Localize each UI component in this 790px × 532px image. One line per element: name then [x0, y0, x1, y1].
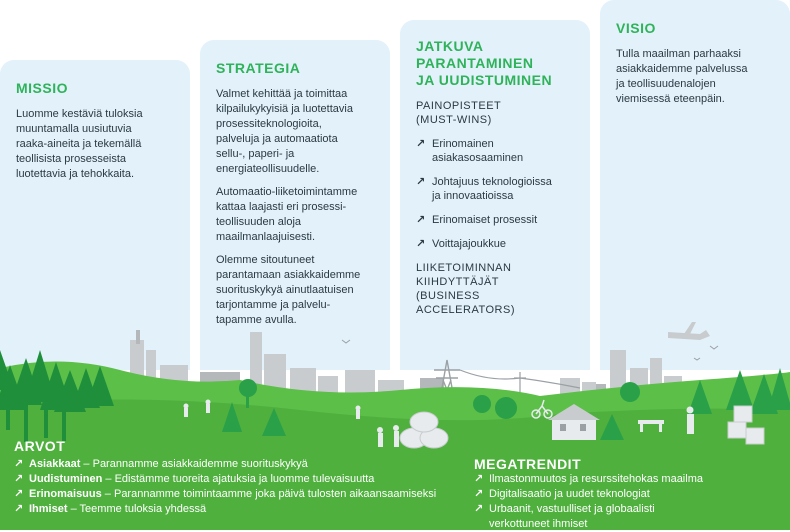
must-win-label: Erinomaiset prosessit	[432, 214, 538, 226]
arvot-item-name: Erinomaisuus	[29, 488, 102, 500]
jatkuva-title: JATKUVA PARANTAMINEN JA UUDISTUMINEN	[416, 38, 553, 88]
must-win-item	[416, 175, 574, 203]
visio-text: Tulla maailman parhaaksi asiakkaidemme palvelussa ja teollisuudenalojen viemisessä eteenpäin.	[616, 48, 748, 105]
arvot-item	[14, 457, 436, 472]
arrow-up-right-icon: ↗	[14, 473, 24, 485]
megatrend-item	[474, 487, 703, 502]
strategia-paragraph: Olemme sitoutuneet parantamaan asiakkaidemme suorituskykyä ainutlaatuisen tarjontamme ja palvelu- tapamme avulla.	[216, 254, 361, 326]
strategia-title: STRATEGIA	[216, 60, 301, 76]
arvot-item-desc: – Parannamme toimintaamme joka päivä tulosten aikaansaamiseksi	[101, 488, 437, 500]
arrow-up-right-icon: ↗	[474, 473, 484, 485]
arrow-up-right-icon: ↗	[14, 458, 24, 470]
arrow-up-right-icon: ↗	[14, 503, 24, 515]
arvot-item-desc: – Parannamme asiakkaidemme suorituskykyä	[80, 458, 308, 470]
megatrend-item	[474, 502, 703, 517]
arvot-list	[14, 457, 436, 517]
megatrend-label: verkottuneet ihmiset	[489, 518, 588, 530]
must-win-item	[416, 237, 574, 251]
arrow-up-right-icon: ↗	[474, 488, 484, 500]
strategia-paragraph: Valmet kehittää ja toimittaa kilpailukykyisiä ja luotettavia prosessiteknologioita, palveluja ja automaatiota sellu-, paperi- ja energiateollisuudelle.	[216, 88, 353, 175]
megatrend-label: Digitalisaatio ja uudet teknologiat	[489, 488, 650, 500]
arrow-up-right-icon: ↗	[416, 214, 426, 226]
arvot-item	[14, 487, 436, 502]
must-win-label: Voittajajoukkue	[432, 238, 506, 250]
airplane-icon	[668, 322, 710, 340]
arvot-item-name: Ihmiset	[29, 503, 68, 515]
must-win-label: Erinomainen asiakasosaaminen	[432, 138, 524, 164]
arvot-title: ARVOT	[14, 438, 66, 454]
megatrendit-list	[474, 472, 703, 532]
strategia-paragraph: Automaatio-liiketoimintamme kattaa laajasti eri prosessi- teollisuuden aloja maailmanlaajuisesti.	[216, 186, 358, 243]
visio-title: VISIO	[616, 20, 656, 36]
arvot-item	[14, 502, 436, 517]
missio-text: Luomme kestäviä tuloksia muuntamalla uusiutuvia raaka-aineita ja tekemällä teollisista prosesseista luotettavia ja tehokkaita.	[16, 108, 143, 180]
arrow-up-right-icon: ↗	[416, 138, 426, 150]
arvot-item	[14, 472, 436, 487]
arrow-up-right-icon: ↗	[416, 176, 426, 188]
must-win-label: Johtajuus teknologioissa ja innovaatioissa	[432, 176, 552, 202]
megatrend-item	[474, 472, 703, 487]
missio-title: MISSIO	[16, 80, 69, 96]
megatrendit-title: MEGATRENDIT	[474, 456, 582, 472]
accelerators-heading: LIIKETOIMINNAN KIIHDYTTÄJÄT (BUSINESS ACCELERATORS)	[416, 262, 516, 316]
arvot-item-name: Uudistuminen	[29, 473, 103, 485]
must-win-item	[416, 137, 574, 165]
must-wins-heading: PAINOPISTEET (MUST-WINS)	[416, 100, 502, 126]
arvot-item-desc: – Edistämme tuoreita ajatuksia ja luomme tulevaisuutta	[102, 473, 375, 485]
megatrend-label: Urbaanit, vastuulliset ja globaalisti	[489, 503, 655, 515]
arrow-up-right-icon: ↗	[14, 488, 24, 500]
arvot-item-desc: – Teemme tuloksia yhdessä	[67, 503, 207, 515]
arvot-item-name: Asiakkaat	[29, 458, 81, 470]
must-win-item	[416, 213, 574, 227]
arrow-up-right-icon: ↗	[416, 238, 426, 250]
arrow-up-right-icon: ↗	[474, 503, 484, 515]
megatrend-label: Ilmastonmuutos ja resurssitehokas maailma	[489, 473, 703, 485]
bird-icon	[342, 340, 718, 360]
